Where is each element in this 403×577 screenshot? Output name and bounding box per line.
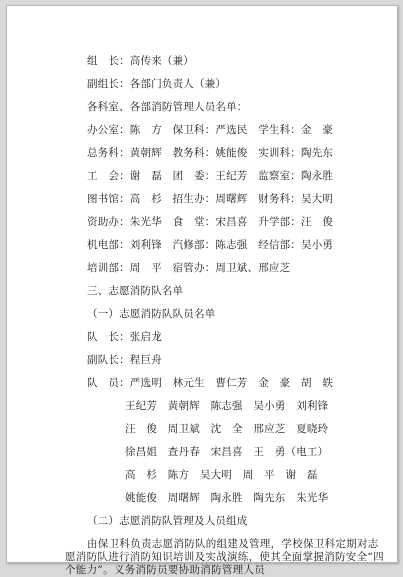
dept-row: 图书馆：高 杉 招生办：周曙辉 财务科：吴大明 xyxy=(87,193,334,205)
document-page xyxy=(6,5,398,576)
team-row: 徐昌姐 查丹春 宋昌喜 王 勇（电工） xyxy=(125,446,329,458)
vice-leader-line: 副组长：各部门负责人（兼） xyxy=(87,78,227,90)
team-row: 汪 俊 周卫斌 沈 全 邢应芝 夏晓玲 xyxy=(125,423,329,435)
vice-captain-line: 副队长：程巨舟 xyxy=(87,354,162,366)
leader-line: 组 长：高传来（兼） xyxy=(87,55,194,67)
dept-row: 工 会：谢 磊 团 委：王纪芳 监察室：陶永胜 xyxy=(87,170,334,182)
team-row: 队 员：严选明 林元生 曹仁芳 金 豪 胡 轶 xyxy=(87,377,334,389)
body-paragraph: 由保卫科负责志愿消防队的组建及管理，学校保卫科定期对志愿消防队进行消防知识培训及实战演练，使其全面掌握消防安全“四个能力”。义务消防员要协助消防管理人员 xyxy=(65,538,384,576)
dept-row: 总务科：黄朝辉 教务科：姚能俊 实训科：陶先东 xyxy=(87,147,334,159)
team-row: 姚能俊 周曙辉 陶永胜 陶先东 朱光华 xyxy=(125,492,329,504)
team-row: 王纪芳 黄朝辉 陈志强 吴小勇 刘利锋 xyxy=(125,400,329,412)
dept-row: 资助办：朱光华 食 堂：宋昌喜 升学部：汪 俊 xyxy=(87,216,334,228)
dept-row: 培训部：周 平 宿管办：周卫斌、邢应芝 xyxy=(87,262,291,274)
dept-row: 机电部：刘利锋 汽修部：陈志强 经信部：吴小勇 xyxy=(87,239,334,251)
captain-line: 队 长：张启龙 xyxy=(87,331,162,343)
dept-row: 办公室：陈 方 保卫科：严选民 学生科：金 豪 xyxy=(87,124,334,136)
section-heading: 三、志愿消防队名单 xyxy=(87,285,184,297)
subsection-heading: （二）志愿消防队管理及人员组成 xyxy=(87,515,248,527)
subsection-heading: （一）志愿消防队队员名单 xyxy=(87,308,216,320)
members-heading: 各科室、各部消防管理人员名单： xyxy=(87,101,248,113)
team-row: 高 杉 陈方 吴大明 周 平 谢 磊 xyxy=(125,469,318,481)
